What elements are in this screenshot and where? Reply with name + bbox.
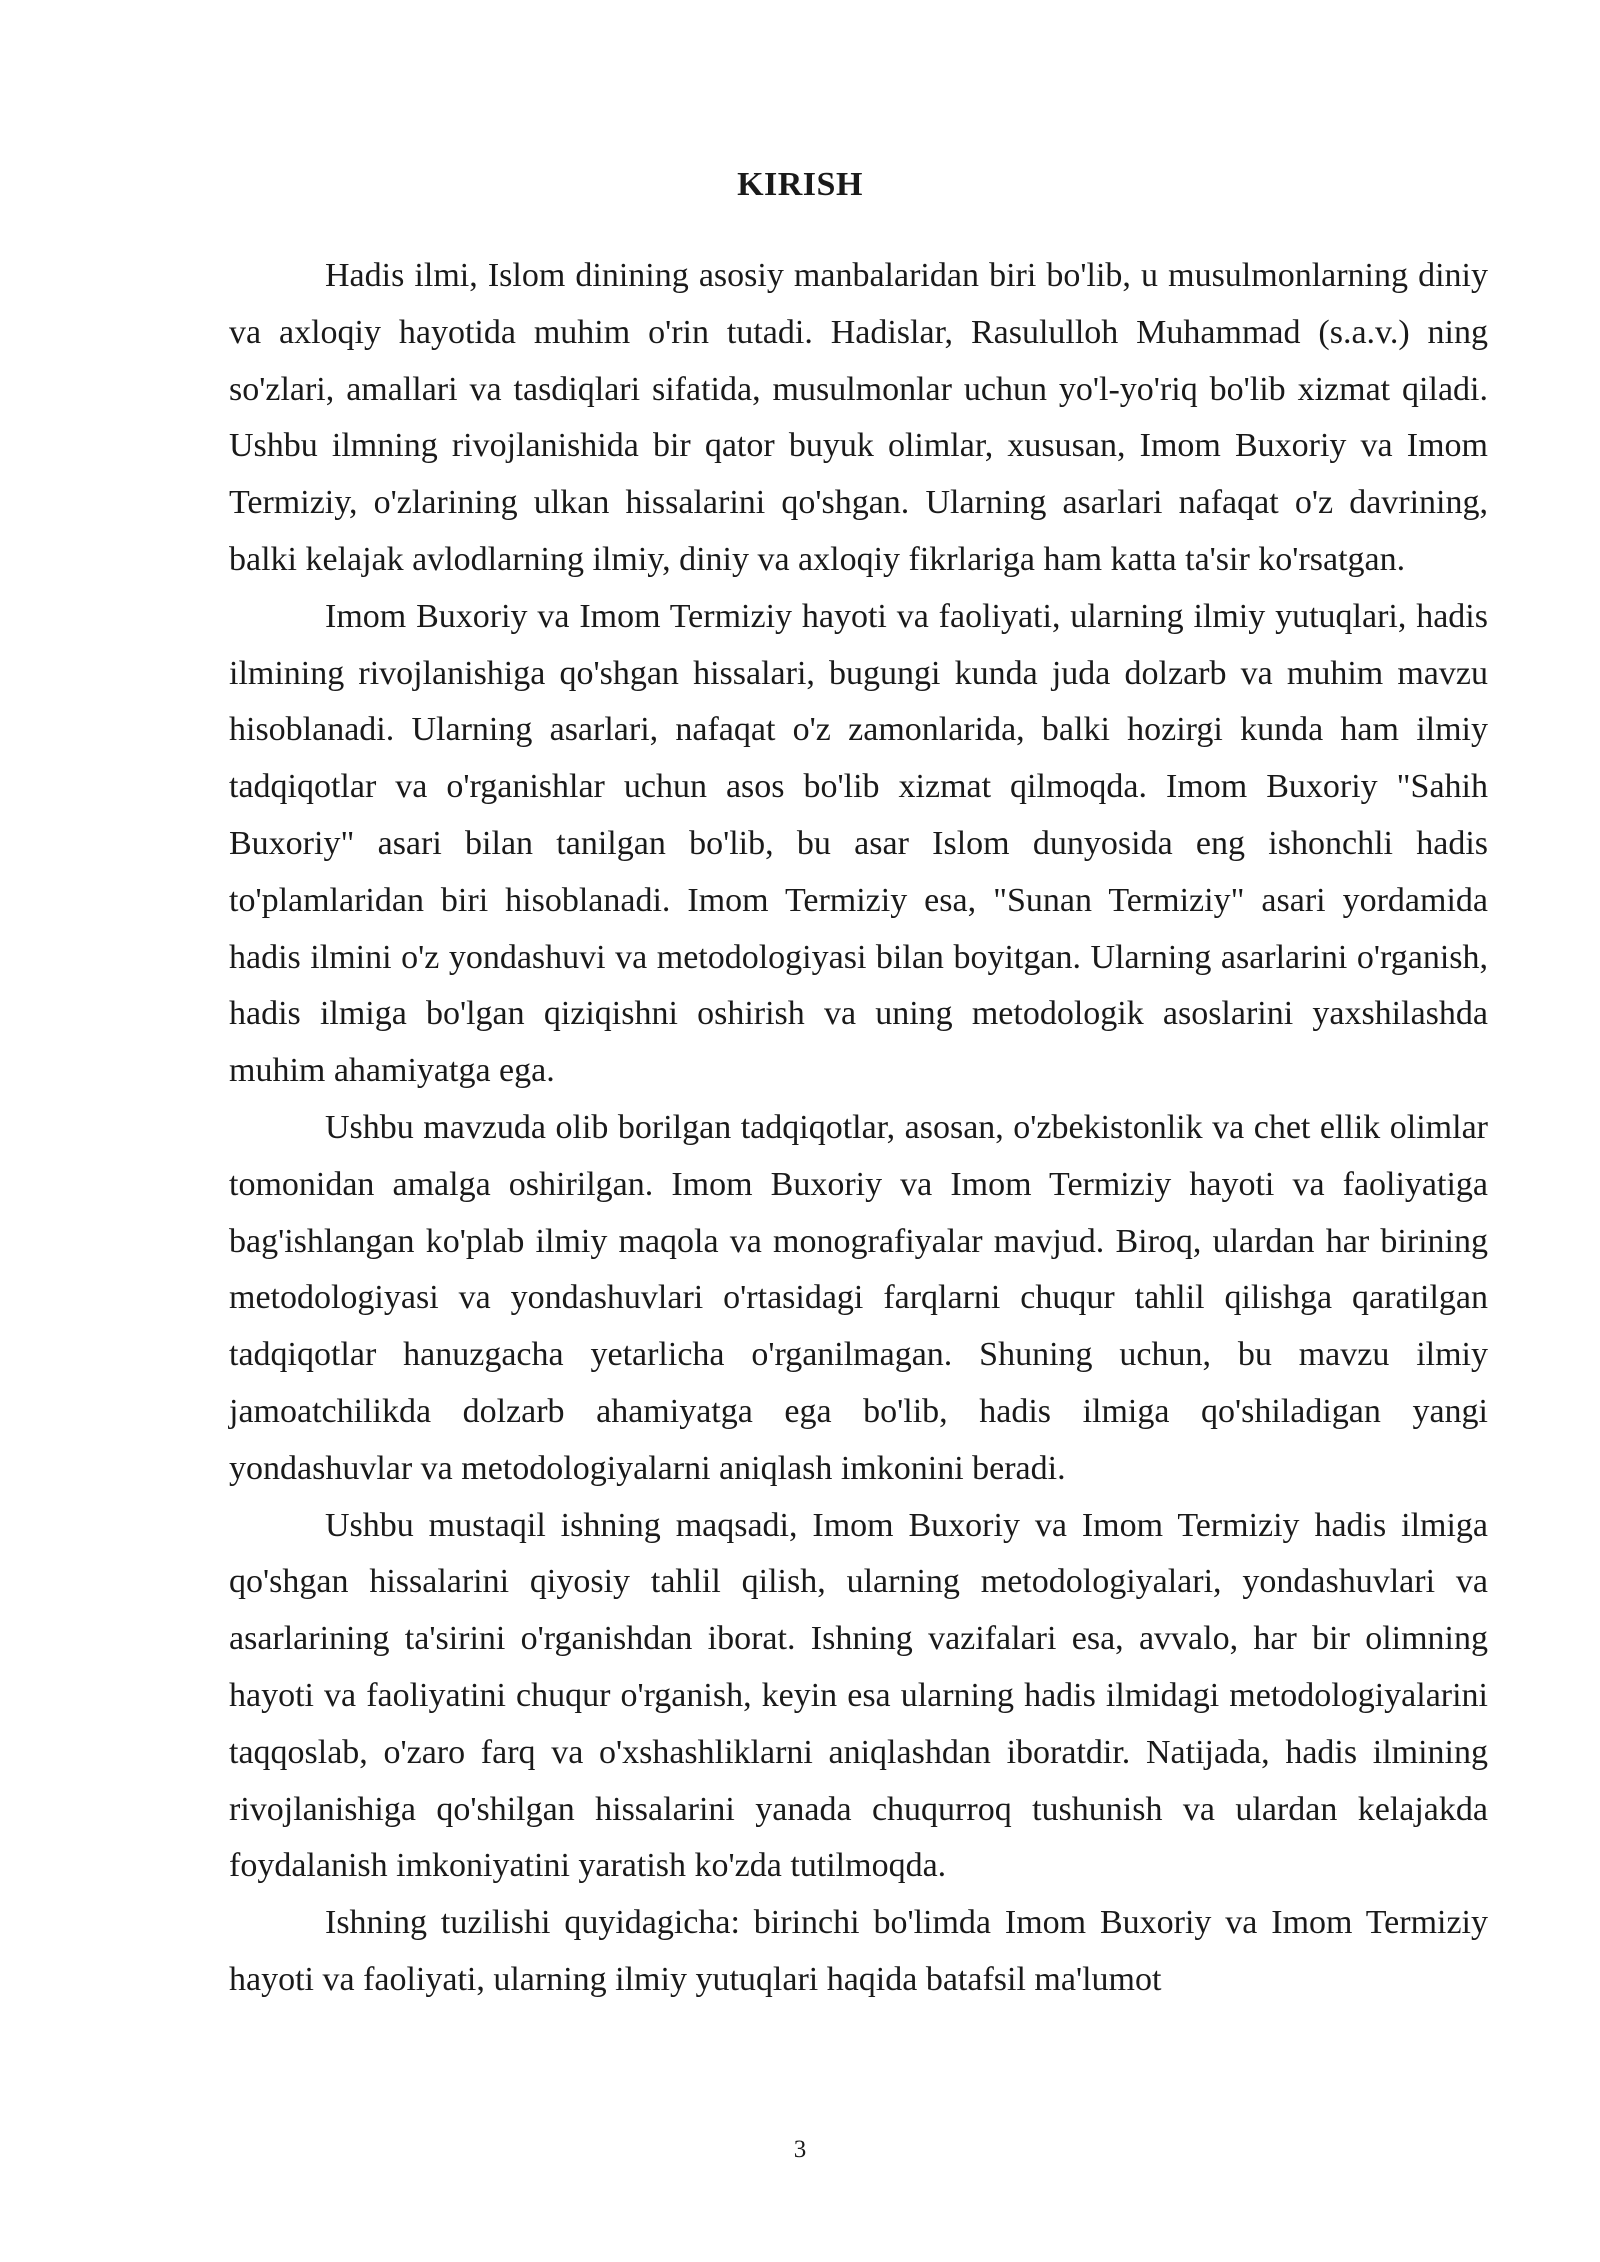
section-title: KIRISH <box>737 166 863 203</box>
paragraph-1: Hadis ilmi, Islom dinining asosiy manbalaridan biri bo'lib, u musulmonlarning diniy va axloqiy hayotida muhim o'rin tutadi. Hadislar, Rasululloh Muhammad (s.a.v.) ning so'zlari, amallari va tasdiqlari sifatida, musulmonlar uchun yo'l-yo'riq bo'lib xizmat qiladi. Ushbu ilmning rivojlanishida bir qator buyuk olimlar, xususan, Imom Buxoriy va Imom Termiziy, o'zlarining ulkan hissalarini qo'shgan. Ularning asarlari nafaqat o'z davrining, balki kelajak avlodlarning ilmiy, diniy va axloqiy fikrlariga ham katta ta'sir ko'rsatgan. <box>229 257 1488 578</box>
body-text <box>229 248 1488 2009</box>
paragraph-2: Imom Buxoriy va Imom Termiziy hayoti va faoliyati, ularning ilmiy yutuqlari, hadis ilmining rivojlanishiga qo'shgan hissalari, bugungi kunda juda dolzarb va muhim mavzu hisoblanadi. Ularning asarlari, nafaqat o'z zamonlarida, balki hozirgi kunda ham ilmiy tadqiqotlar va o'rganishlar uchun asos bo'lib xizmat qilmoqda. Imom Buxoriy "Sahih Buxoriy" asari bilan tanilgan bo'lib, bu asar Islom dunyosida eng ishonchli hadis to'plamlaridan biri hisoblanadi. Imom Termiziy esa, "Sunan Termiziy" asari yordamida hadis ilmini o'z yondashuvi va metodologiyasi bilan boyitgan. Ularning asarlarini o'rganish, hadis ilmiga bo'lgan qiziqishni oshirish va uning metodologik asoslarini yaxshilashda muhim ahamiyatga ega. <box>229 597 1488 1090</box>
page-number: 3 <box>793 2136 807 2163</box>
paragraph-5: Ishning tuzilishi quyidagicha: birinchi bo'limda Imom Buxoriy va Imom Termiziy hayoti va faoliyati, ularning ilmiy yutuqlari haqida batafsil ma'lumot <box>229 1904 1488 1998</box>
paragraph-4: Ushbu mustaqil ishning maqsadi, Imom Buxoriy va Imom Termiziy hadis ilmiga qo'shgan hissalarini qiyosiy tahlil qilish, ularning metodologiyalari, yondashuvlari va asarlarining ta'sirini o'rganishdan iborat. Ishning vazifalari esa, avvalo, har bir olimning hayoti va faoliyatini chuqur o'rganish, keyin esa ularning hadis ilmidagi metodologiyalarini taqqoslab, o'zaro farq va o'xshashliklarni aniqlashdan iboratdir. Natijada, hadis ilmining rivojlanishiga qo'shilgan hissalarini yanada chuqurroq tushunish va ulardan kelajakda foydalanish imkoniyatini yaratish ko'zda tutilmoqda. <box>229 1506 1488 1885</box>
paragraph-3: Ushbu mavzuda olib borilgan tadqiqotlar, asosan, o'zbekistonlik va chet ellik olimlar tomonidan amalga oshirilgan. Imom Buxoriy va Imom Termiziy hayoti va faoliyatiga bag'ishlangan ko'plab ilmiy maqola va monografiyalar mavjud. Biroq, ulardan har birining metodologiyasi va yondashuvlari o'rtasidagi farqlarni chuqur tahlil qilishga qaratilgan tadqiqotlar hanuzgacha yetarlicha o'rganilmagan. Shuning uchun, bu mavzu ilmiy jamoatchilikda dolzarb ahamiyatga ega bo'lib, hadis ilmiga qo'shiladigan yangi yondashuvlar va metodologiyalarni aniqlash imkonini beradi. <box>229 1108 1488 1487</box>
